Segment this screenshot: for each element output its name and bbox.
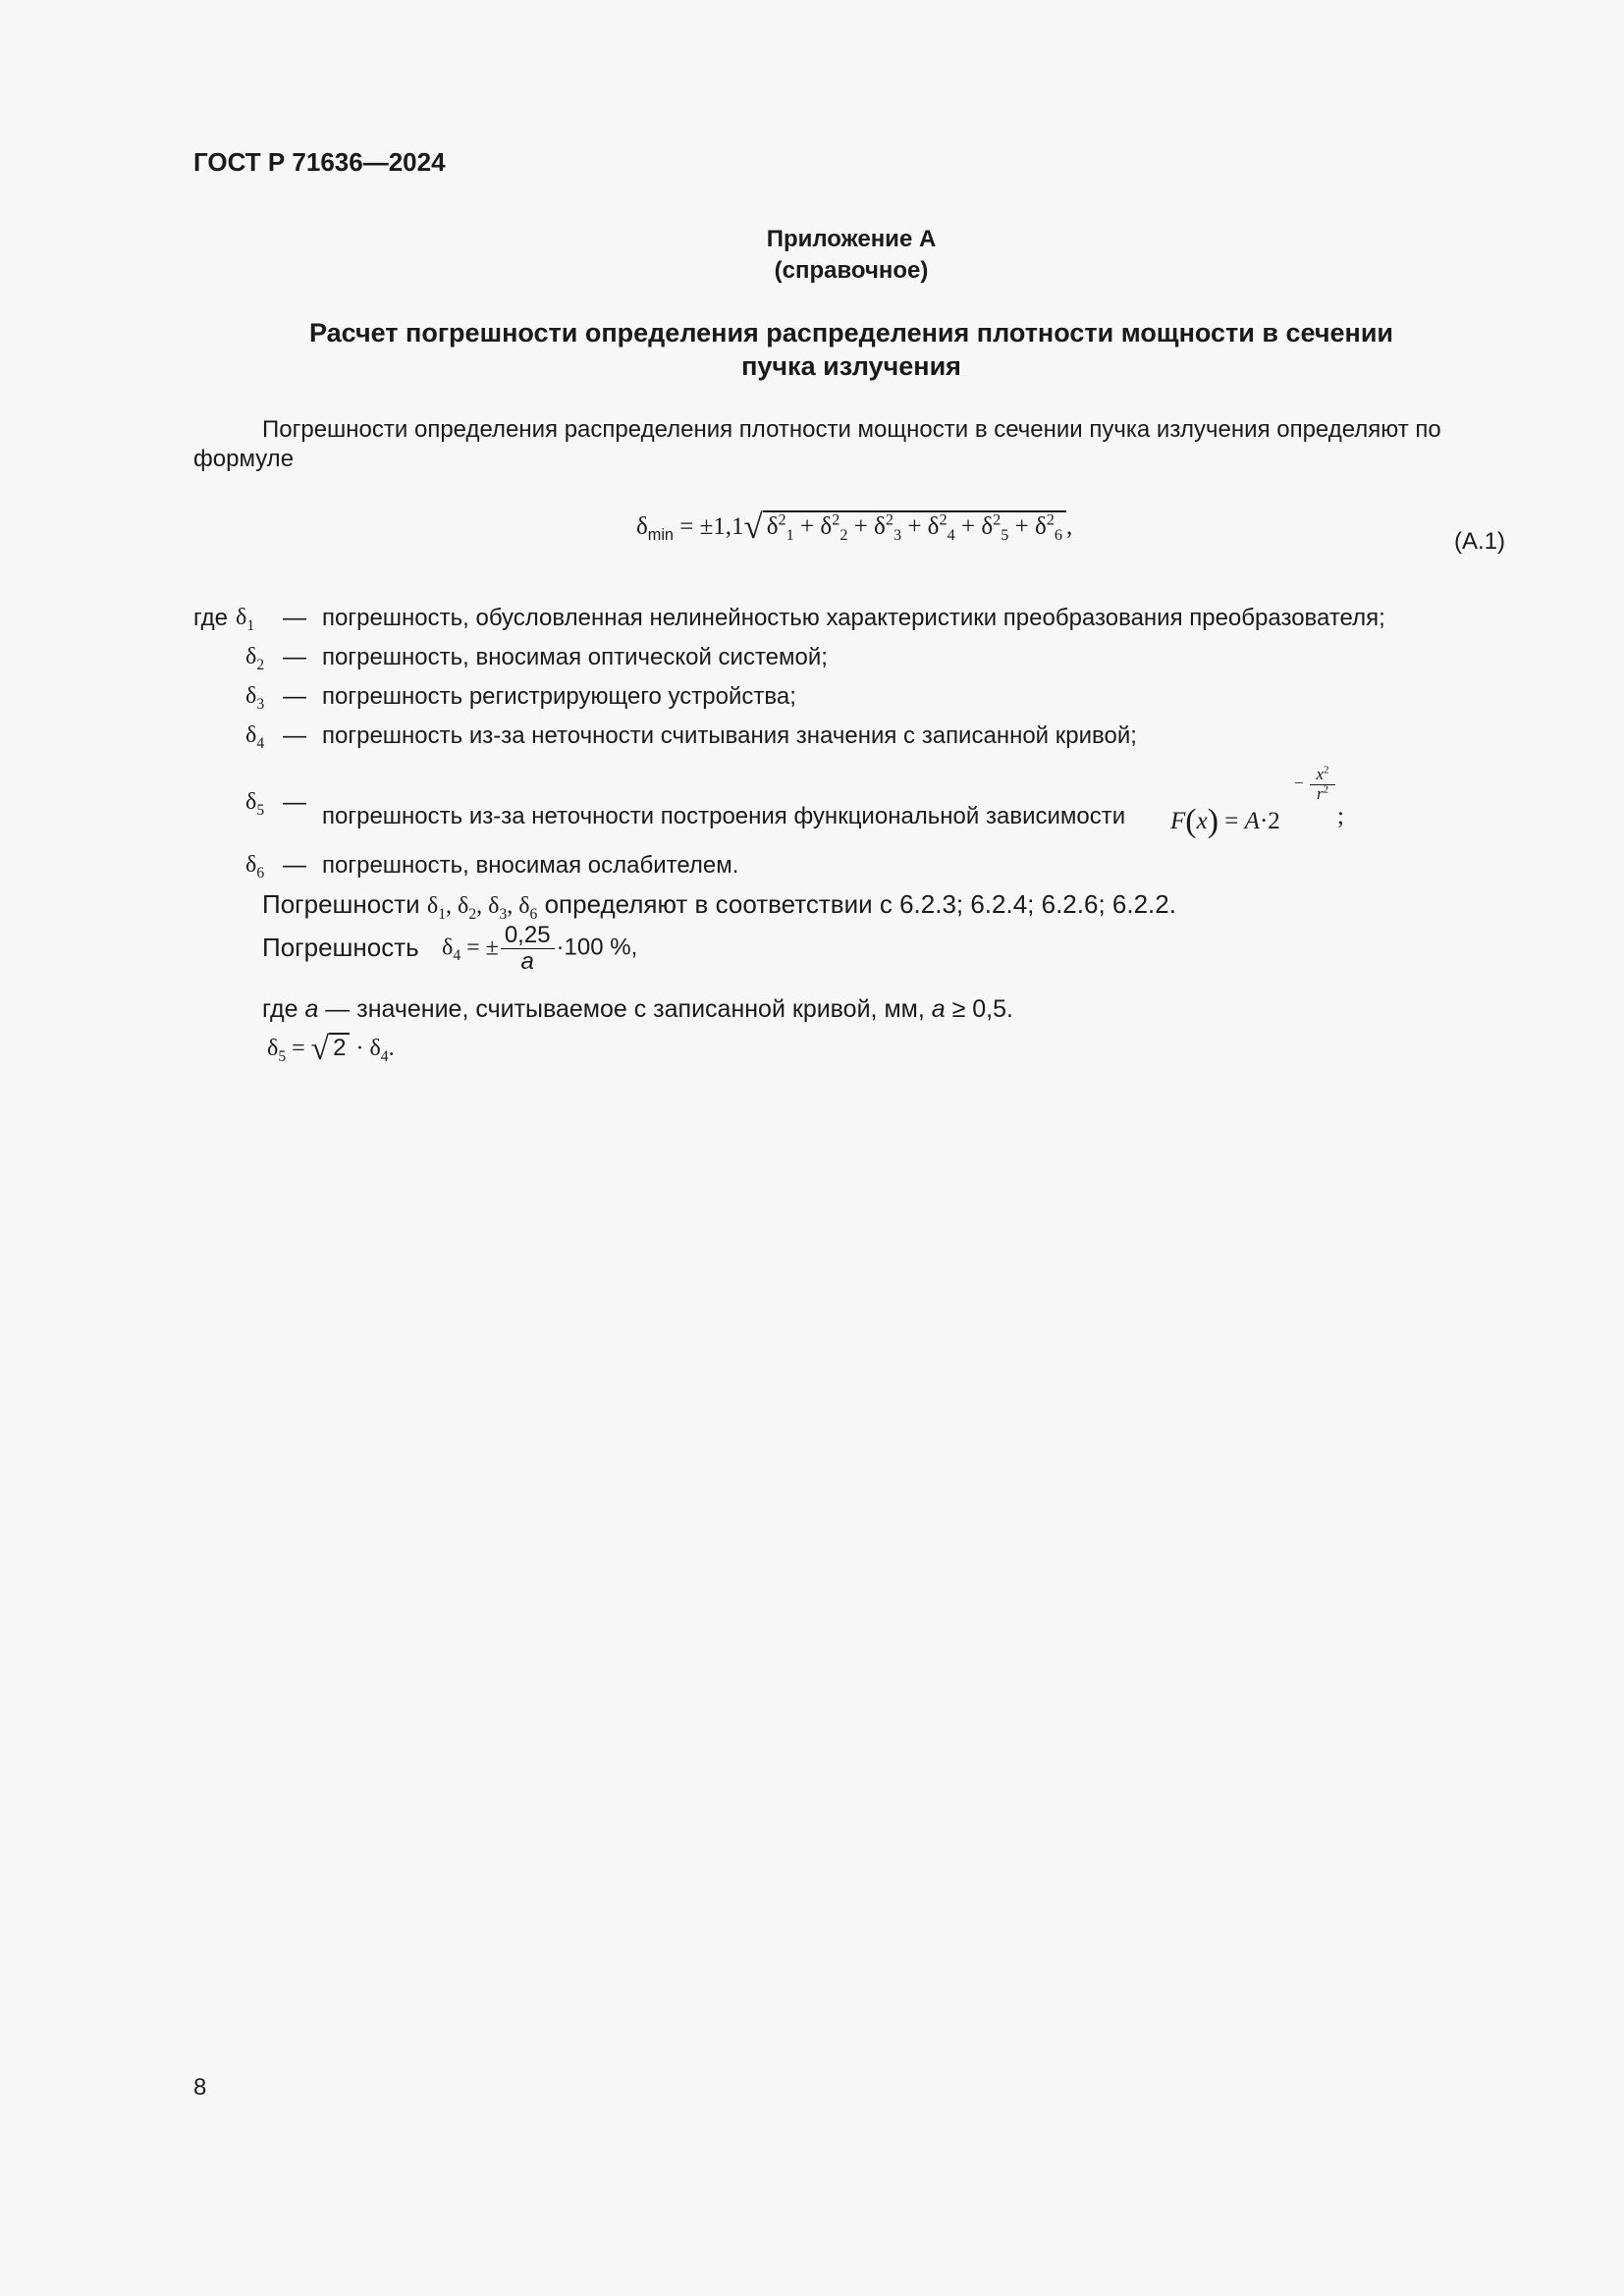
exponent-numerator: x [1316, 765, 1325, 783]
legend-dash-2: — [283, 644, 306, 670]
exponent-fraction: $x^2$ $r^2$ [1310, 766, 1335, 803]
term-2-index: 2 [839, 526, 848, 544]
legend-text-2: погрешность, вносимая оптической системой; [322, 644, 828, 670]
delta4-formula: $\delta_4$ = ± $\frac{0,25}{a}$ ·100 %, [442, 922, 638, 976]
note-3-condition: ≥ 0,5. [945, 995, 1013, 1023]
section-heading-line-1: Расчет погрешности определения распределения плотности мощности в сечении [308, 318, 1394, 347]
delta4-denominator: a [520, 948, 534, 976]
legend-lead: где [193, 605, 229, 631]
delta4-tail: ·100 %, [556, 934, 638, 961]
sqrt-icon: √ [743, 507, 763, 546]
legend-text-5: погрешность из-за неточности построения функциональной зависимости [322, 803, 1126, 829]
legend-dash-6: — [283, 852, 306, 879]
legend-symbol-5: $\delta_5$ [245, 789, 265, 819]
formula-lhs: δ [636, 513, 648, 540]
exponent-denominator: r [1316, 783, 1324, 803]
note-3-lead: где [262, 995, 305, 1023]
intro-paragraph-line-2: формуле [193, 446, 295, 472]
func-dot: · [1259, 808, 1269, 834]
note-3-middle: — значение, считываемое с записанной кривой, мм, [318, 995, 932, 1023]
legend-text-3: погрешность регистрирующего устройства; [322, 683, 796, 710]
note-3-var-2: a [931, 995, 946, 1023]
legend-symbol-4: $\delta_4$ [245, 722, 265, 752]
legend-text-1: погрешность, обусловленная нелинейностью характеристики преобразования преобразователя; [322, 605, 1385, 631]
note-line-1 [262, 889, 1176, 923]
func-eq: = [1218, 808, 1245, 834]
formula-tail: , [1066, 513, 1073, 540]
func-name: F [1170, 808, 1186, 834]
legend-symbol-3: $\delta_3$ [245, 683, 265, 713]
intro-paragraph-line-1: Погрешности определения распределения плотности мощности в сечении пучка излучения определяют по [262, 416, 1441, 443]
note-line-2: Погрешность [262, 933, 419, 962]
term-6-index: 6 [1054, 526, 1062, 544]
note-line-3 [262, 995, 1013, 1024]
sqrt-icon: √ [310, 1031, 330, 1067]
formula-eq: = ±1,1 [673, 513, 744, 540]
func-amplitude: A [1244, 808, 1260, 834]
legend-symbol-1: $\delta_1$ [236, 605, 255, 634]
formula-a1 [636, 507, 1073, 546]
func-arg: x [1196, 808, 1208, 834]
note-1-prefix: Погрешности [262, 889, 420, 919]
legend-text-6: погрешность, вносимая ослабителем. [322, 852, 739, 879]
legend-dash-5: — [283, 789, 306, 816]
term-1-index: 1 [785, 526, 794, 544]
gaussian-function: F(x) = A·2 [1170, 803, 1280, 839]
legend-dash-3: — [283, 683, 306, 710]
exponent-minus: − [1294, 774, 1304, 792]
func-base: 2 [1268, 808, 1280, 834]
note-1-symbols: $\delta_1$, $\delta_2$, $\delta_3$, $\delta_6$ [426, 893, 538, 923]
delta4-numerator: 0,25 [501, 923, 555, 949]
section-heading-line-2: пучка излучения [741, 351, 961, 381]
page-number: 8 [193, 2074, 207, 2101]
legend-text-4: погрешность из-за неточности считывания значения с записанной кривой; [322, 722, 1137, 749]
term-3-index: 3 [893, 526, 902, 544]
appendix-subtitle: (справочное) [774, 257, 929, 284]
delta5-formula: $\delta_5$ = √ $2 \cdot \delta_4$. [267, 1031, 395, 1067]
legend-dash-1: — [283, 605, 306, 631]
func-tail: ; [1337, 803, 1344, 829]
note-3-var: a [304, 995, 319, 1023]
delta5-radicand: 2 [329, 1033, 350, 1063]
document-code: ГОСТ Р 71636—2024 [193, 147, 446, 177]
legend-dash-4: — [283, 722, 306, 749]
term-4-index: 4 [947, 526, 955, 544]
term-5-index: 5 [1001, 526, 1009, 544]
note-1-suffix: определяют в соответствии с 6.2.3; 6.2.4; 6.2.6; 6.2.2. [544, 889, 1176, 919]
legend-symbol-2: $\delta_2$ [245, 644, 265, 673]
legend-symbol-6: $\delta_6$ [245, 852, 265, 881]
formula-lhs-sub: min [647, 526, 674, 544]
formula-number: (А.1) [1454, 528, 1506, 555]
appendix-title: Приложение А [766, 226, 937, 252]
formula-radicand: $\delta^2_1 + \delta^2_2 + \delta^2_3 + \delta^2_4 + \delta^2_5 + \delta^2_6$ [763, 510, 1066, 542]
